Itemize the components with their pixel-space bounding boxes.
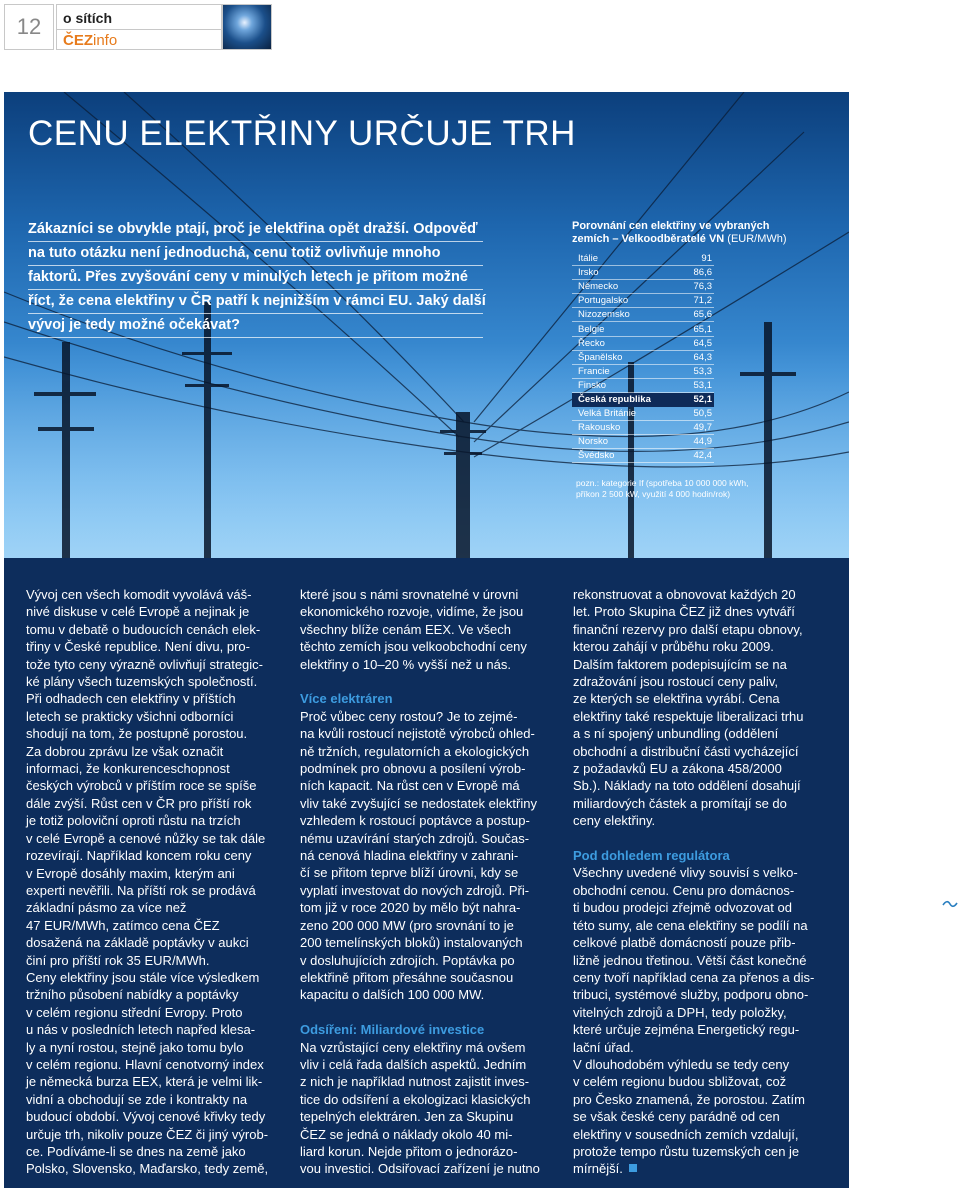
text-line: celkové platbě domácností pouze přib- (573, 935, 796, 951)
text-line: vou investici. Odsiřovací zařízení je nutno (300, 1161, 540, 1177)
text-line: vyplatí investovat do nových zdrojů. Při- (300, 882, 530, 898)
text-line: Proč vůbec ceny rostou? Je to zejmé- (300, 708, 518, 724)
text-line: 47 EUR/MWh, zatímco cena ČEZ (26, 917, 220, 933)
text-line: elektřiny o 10–20 % vyšší než u nás. (300, 656, 512, 672)
text-line: třiny v České republice. Není divu, pro- (26, 639, 250, 655)
text-line: těchto zemích jsou velkoobchodní ceny (300, 639, 527, 655)
lead-line: na tuto otázku není jednoduchá, cenu totiž ovlivňuje mnoho (28, 242, 483, 266)
text-line: budoucí období. Vývoj cenové křivky tedy (26, 1109, 266, 1125)
text-line: tom již v roce 2020 by mělo být nahra- (300, 900, 521, 916)
text-line: základní pásmo za více než (26, 900, 187, 916)
price-table (572, 252, 714, 463)
text-line: liard korun. Nejde přitom o jednorázo- (300, 1143, 518, 1159)
text-line: které jsou s námi srovnatelné v úrovni (300, 587, 519, 602)
text-line: nému uzavírání starých zdrojů. Součas- (300, 830, 530, 846)
text-line: dále zvýší. Růst cen v ČR pro příští rok (26, 795, 252, 811)
table-note: pozn.: kategorie If (spotřeba 10 000 000 kWh, příkon 2 500 kW, využití 4 000 hodin/rok) (576, 478, 749, 499)
text-line: je německá burza EEX, která je velmi lik- (26, 1074, 263, 1090)
text-line: podmínek pro obnovu a posílení výrob- (300, 761, 526, 777)
table-row: Řecko 64,5 (572, 337, 714, 351)
text-line: elektřiny v sousedních zemích vzdalují, (573, 1126, 799, 1142)
text-line: ČEZ se jedná o náklady okolo 40 mi- (300, 1126, 513, 1142)
text-line: vitelných zdrojů a DPH, tedy položky, (573, 1004, 787, 1020)
article-column-3 (573, 586, 827, 1178)
table-row: Finsko 53,1 (572, 379, 714, 393)
text-line: informaci, že konkurenceschopnost (26, 761, 230, 777)
text-line: v celém regionu budou sbližovat, což (573, 1074, 787, 1090)
margin-tilde-icon (942, 896, 958, 912)
lead-paragraph (28, 218, 486, 338)
text-line: z nich je například nutnost zajistit inves- (300, 1074, 530, 1090)
lead-line: říct, že cena elektřiny v ČR patří k nejnižším v rámci EU. Jaký další (28, 290, 483, 314)
text-line: vidní a obchodují se zde i kontrakty na (26, 1091, 248, 1107)
text-line: ze kterých se elektřina vyrábí. Cena (573, 691, 780, 707)
text-line: Při odhadech cen elektřiny v příštích (26, 691, 236, 707)
text-line: čí se přitom teprve blíží úrovni, kdy se (300, 865, 519, 881)
lead-line: vývoj je tedy možné očekávat? (28, 314, 483, 338)
text-line: Všechny uvedené vlivy souvisí s velko- (573, 865, 798, 881)
text-line: zeno 200 000 MW (pro srovnání to je (300, 917, 514, 933)
text-line: ly a nyní rostou, stejně jako tomu bylo (26, 1039, 244, 1055)
text-line: ližně jednou třetinou. Větší část konečné (573, 952, 807, 968)
text-line: elektřině přitom přesáhne současnou (300, 969, 514, 985)
brand-logo: ČEZinfo (63, 32, 118, 49)
text-line: tice do odsíření a ekologizaci klasických (300, 1091, 531, 1107)
text-line: ekonomického rozvoje, vidíme, že jsou (300, 604, 524, 620)
text-line: tomu v debatě o budoucích cenách elek- (26, 621, 261, 637)
text-line: Za dobrou zprávu lze však označit (26, 743, 224, 759)
header-divider (57, 29, 221, 30)
text-line: rozevírají. Například koncem roku ceny (26, 848, 252, 864)
text-line: všechny blíže cenám EEX. Ve všech (300, 621, 511, 637)
subheading-desulphurization: Odsíření: Miliardové investice (300, 1022, 485, 1038)
text-line: u nás v posledních letech napřed klesa- (26, 1022, 256, 1038)
section-name: o sítích (63, 10, 113, 26)
lead-line: faktorů. Přes zvyšování ceny v minulých letech je přitom možné (28, 266, 483, 290)
text-line: vzhledem k rostoucí poptávce a postup- (300, 813, 530, 829)
subheading-more-power-plants: Více elektráren (300, 691, 393, 707)
text-line: které určuje zejména Energetický regu- (573, 1022, 800, 1038)
text-line: nivé diskuse v celé Evropě a nejinak je (26, 604, 250, 620)
text-line: letech se prakticky všichni odborníci (26, 708, 234, 724)
text-line: ké plány všech tuzemských společností. (26, 674, 258, 690)
text-line: ce. Podíváme-li se dnes na země jako (26, 1144, 246, 1159)
text-line: mírnější. (573, 1161, 623, 1177)
text-line: Vývoj cen všech komodit vyvolává váš- (26, 587, 252, 602)
text-line: na kvůli rostoucí nejistotě výrobců ohled- (300, 726, 535, 742)
table-row: Portugalsko 71,2 (572, 294, 714, 308)
text-line: v celém regionu střední Evropy. Proto (26, 1004, 243, 1020)
text-line: tepelných elektráren. Jen za Skupinu (300, 1109, 514, 1125)
section-header (56, 4, 222, 50)
text-line: zdražování jsou rostoucí ceny paliv, (573, 674, 778, 690)
text-line: tože tyto ceny výrazně ovlivňují strategic- (26, 656, 263, 672)
text-line: ná cenová hladina elektřiny v zahrani- (300, 848, 519, 864)
table-row: Rakousko 49,7 (572, 421, 714, 435)
text-line: ceny elektřiny. (573, 813, 656, 829)
text-line: Ceny elektřiny jsou stále více výsledkem (26, 969, 260, 985)
table-row: Francie 53,3 (572, 365, 714, 379)
text-line: Na vzrůstající ceny elektřiny má ovšem (300, 1039, 526, 1055)
end-of-article-mark (629, 1164, 637, 1172)
table-row: Itálie 91 (572, 252, 714, 266)
text-line: V dlouhodobém výhledu se tedy ceny (573, 1056, 790, 1072)
text-line: Polsko, Slovensko, Maďarsko, tedy země, (26, 1161, 269, 1177)
table-row: Španělsko 64,3 (572, 351, 714, 365)
table-row-highlighted: Česká republika 52,1 (572, 393, 714, 407)
text-line: dosažená na základě poptávky v aukci (26, 935, 249, 951)
text-line: určuje trh, nikoliv pouze ČEZ či jiný výrob- (26, 1126, 269, 1142)
text-line: v celé Evropě a cenové nůžky se tak dále (26, 830, 266, 846)
text-line: elektřiny také respektuje liberalizaci trhu (573, 708, 804, 724)
text-line: ně tržních, regulatorních a ekologických (300, 743, 530, 759)
table-row: Nizozemsko 65,6 (572, 308, 714, 322)
page-number: 12 (4, 4, 54, 50)
subheading-regulator: Pod dohledem regulátora (573, 848, 730, 864)
text-line: je totiž poloviční oproti růstu na trzích (26, 813, 241, 829)
text-line: pro Česko znamená, že porostou. Zatím (573, 1091, 805, 1107)
text-line: vliv také zvyšující se nedostatek elektřiny (300, 795, 537, 811)
text-line: finanční rezervy pro další etapu obnovy, (573, 621, 803, 637)
table-row: Velká Británie 50,5 (572, 407, 714, 421)
text-line: se však české ceny parádně od cen (573, 1109, 780, 1125)
text-line: rekonstruovat a obnovovat každých 20 (573, 587, 796, 602)
text-line: experti nevěřili. Na příští rok se prodává (26, 882, 256, 898)
text-line: lační úřad. (573, 1039, 634, 1055)
text-line: Sb.). Náklady na toto oddělení dosahují (573, 778, 801, 794)
text-line: českých výrobců v příštím roce se spíše (26, 778, 257, 794)
article-column-1 (26, 586, 272, 1178)
text-line: ních kapacit. Na růst cen v Evropě má (300, 778, 520, 794)
text-line: činí pro příští rok 35 EUR/MWh. (26, 952, 210, 968)
text-line: v dosluhujících zdrojích. Poptávka po (300, 952, 515, 968)
text-line: 200 temelínských bloků) instalovaných (300, 935, 523, 951)
price-table-title: Porovnání cen elektřiny ve vybraných zemích – Velkoodběratelé VN (EUR/MWh) (572, 220, 787, 245)
text-line: Dalším faktorem podepisujícím se na (573, 656, 787, 672)
text-line: tribuci, systémové služby, podporu obno- (573, 987, 809, 1003)
article-column-2 (300, 586, 552, 1178)
text-line: kapacitu o dalších 100 000 MW. (300, 987, 485, 1003)
text-line: shodují na tom, že postupně porostou. (26, 726, 248, 742)
text-line: protože tempo růstu tuzemských cen je (573, 1143, 800, 1159)
lead-line: Zákazníci se obvykle ptají, proč je elektřina opět dražší. Odpověď (28, 218, 483, 242)
text-line: obchodní cenou. Cenu pro domácnos- (573, 882, 795, 898)
text-line: v Evropě dosáhly maxim, kterým ani (26, 865, 235, 881)
table-row: Norsko 44,9 (572, 435, 714, 449)
text-line: ceny tvoří například cena za přenos a dis- (573, 969, 815, 985)
text-line: kterou zahájí v průběhu roku 2009. (573, 639, 774, 655)
text-line: ti budou prodejci zřejmě odvozovat od (573, 900, 792, 916)
table-row: Belgie 65,1 (572, 322, 714, 336)
text-line: a s ní spojený unbundling (oddělení (573, 726, 779, 742)
text-line: let. Proto Skupina ČEZ již dnes vytváří (573, 604, 795, 620)
header-thumbnail-image (222, 4, 272, 50)
text-line: tržního působení nabídky a poptávky (26, 987, 239, 1003)
page-title: CENU ELEKTŘINY URČUJE TRH (28, 114, 576, 153)
text-line: této sumy, ale cena elektřiny se podílí na (573, 917, 808, 933)
table-row: Švédsko 42,4 (572, 449, 714, 463)
text-line: obchodní a distribuční části vycházející (573, 743, 799, 759)
table-row: Irsko 86,6 (572, 266, 714, 280)
text-line: v celém regionu. Hlavní cenotvorný index (26, 1056, 264, 1072)
text-line: z požadavků EU a zákona 458/2000 (573, 761, 782, 777)
text-line: miliardových částek a promítají se do (573, 795, 787, 811)
table-row: Německo 76,3 (572, 280, 714, 294)
text-line: vliv i celá řada dalších aspektů. Jedním (300, 1056, 527, 1072)
